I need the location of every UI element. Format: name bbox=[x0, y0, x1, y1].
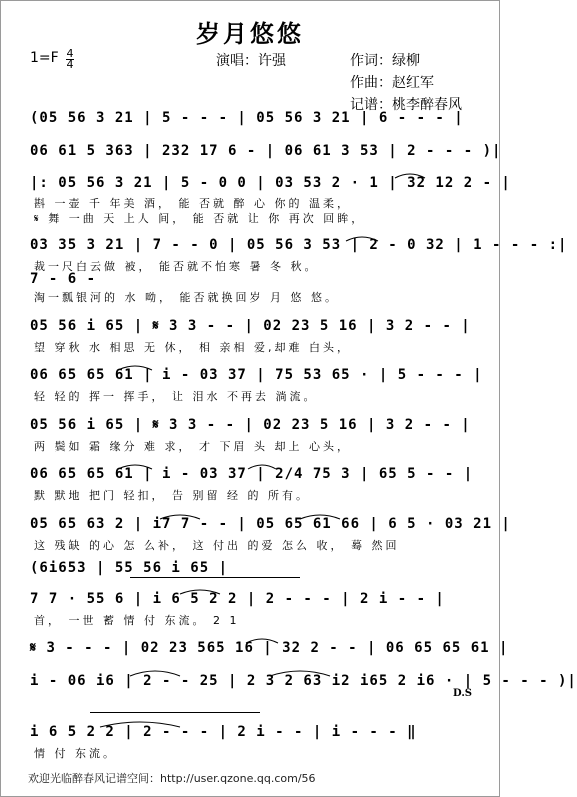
slur-arc bbox=[246, 639, 278, 643]
footer-credit: 欢迎光临醉春风记谱空间：http://user.qzone.qq.com/56 bbox=[28, 772, 316, 785]
lyric-line: 情 付 东流。 bbox=[34, 747, 117, 760]
slur-arc bbox=[270, 671, 330, 676]
notation-line: 06 65 65 61 | i - 03 37 | 75 53 65 · | 5 - - - | bbox=[30, 367, 483, 383]
notation-line: 06 65 65 61 | i - 03 37 | 2/4 75 3 | 65 5 - - | bbox=[30, 466, 474, 482]
transcriber-credit: 记谱：桃李醉春风 bbox=[350, 97, 462, 113]
lyric-line: 望 穿秋 水 相思 无 休， 相 亲相 爱,却难 白头， bbox=[34, 341, 351, 354]
lyric-line: 默 默地 把门 轻扣， 告 别留 经 的 所有。 bbox=[34, 489, 310, 502]
lyricist-credit: 作词：绿柳 bbox=[350, 53, 420, 69]
ds-mark: D.S bbox=[453, 688, 473, 699]
notation-line: (6i653 | 55 56 i 65 | bbox=[30, 560, 229, 576]
notation-line: 7 7 · 55 6 | i 6 5 2 2 | 2 - - - | 2 i - - | bbox=[30, 591, 445, 607]
slur-arc bbox=[130, 671, 180, 676]
slur-arc bbox=[180, 590, 220, 594]
lyric-line: 裁一尺白云做 被， 能否就不怕寒 暑 冬 秋。 bbox=[34, 260, 319, 273]
notation-line: 05 56 i 65 | 𝄋 3 3 - - | 02 23 5 16 | 3 2 - - | bbox=[30, 318, 471, 334]
notation-line: (05 56 3 21 | 5 - - - | 05 56 3 21 | 6 - - - | bbox=[30, 110, 464, 126]
time-signature-denominator: 4 bbox=[66, 58, 74, 71]
notation-line: 03 35 3 21 | 7 - - 0 | 05 56 3 53 | 2 - 0 32 | 1 - - - :| bbox=[30, 237, 568, 253]
slur-arc bbox=[300, 515, 340, 519]
slur-arc bbox=[118, 465, 152, 469]
lyric-line: 淘一瓢银河的 水 呦， 能否就换回岁 月 悠 悠。 bbox=[34, 291, 339, 304]
lyric-line: 轻 轻的 挥一 挥手， 让 泪水 不再去 淌流。 bbox=[34, 390, 318, 403]
composer-credit: 作曲：赵红军 bbox=[350, 75, 434, 91]
slur-arc bbox=[160, 515, 200, 519]
slur-arc bbox=[395, 174, 425, 178]
slur-arc bbox=[248, 465, 276, 469]
notation-line: 05 65 63 2 | i7 7 - - | 05 65 61 66 | 6 5 · 03 21 | bbox=[30, 516, 511, 532]
notation-line: 06 61 5 363 | 232 17 6 - | 06 61 3 53 | 2 - - - )| bbox=[30, 143, 502, 159]
notation-line: |: 05 56 3 21 | 5 - 0 0 | 03 53 2 · 1 | 32 12 2 - | bbox=[30, 175, 511, 191]
lyric-line: 首， 一世 蓄 情 付 东流。 2 1 bbox=[34, 614, 240, 627]
time-signature-numerator: 4 bbox=[66, 47, 74, 60]
song-title: 岁月悠悠 bbox=[196, 19, 304, 48]
lyric-line: 斟 一壶 千 年美 酒， 能 否就 醉 心 你的 温柔， bbox=[34, 197, 351, 210]
notation-line: 7 - 6 - bbox=[30, 271, 97, 287]
notation-line: i 6 5 2 2 | 2 - - - | 2 i - - | i - - - ‖ bbox=[30, 724, 417, 740]
notation-line: i - 06 i6 | 2 - - 25 | 2 3 2 63 i2 i65 2 i6 · | 5 - - - )| bbox=[30, 673, 577, 689]
singer-credit: 演唱：许强 bbox=[216, 53, 286, 69]
lyric-line: 这 残缺 的心 怎 么补， 这 付出 的爱 怎么 收， 蓦 然回 bbox=[34, 539, 400, 552]
notation-line: 05 56 i 65 | 𝄋 3 3 - - | 02 23 5 16 | 3 2 - - | bbox=[30, 417, 471, 433]
notation-line: 𝄋 3 - - - | 02 23 565 16 | 32 2 - - | 06 65 65 61 | bbox=[30, 640, 509, 656]
slur-arc bbox=[118, 366, 152, 370]
lyric-line: 𝄋 舞 一曲 天 上人 间， 能 否就 让 你 再次 回眸， bbox=[34, 212, 366, 225]
slur-arc bbox=[346, 237, 378, 241]
key-signature: 1=F bbox=[30, 50, 59, 66]
slur-arc bbox=[100, 722, 180, 727]
lyric-line: 两 鬓如 霜 缘分 难 求， 才 下眉 头 却上 心头， bbox=[34, 440, 351, 453]
